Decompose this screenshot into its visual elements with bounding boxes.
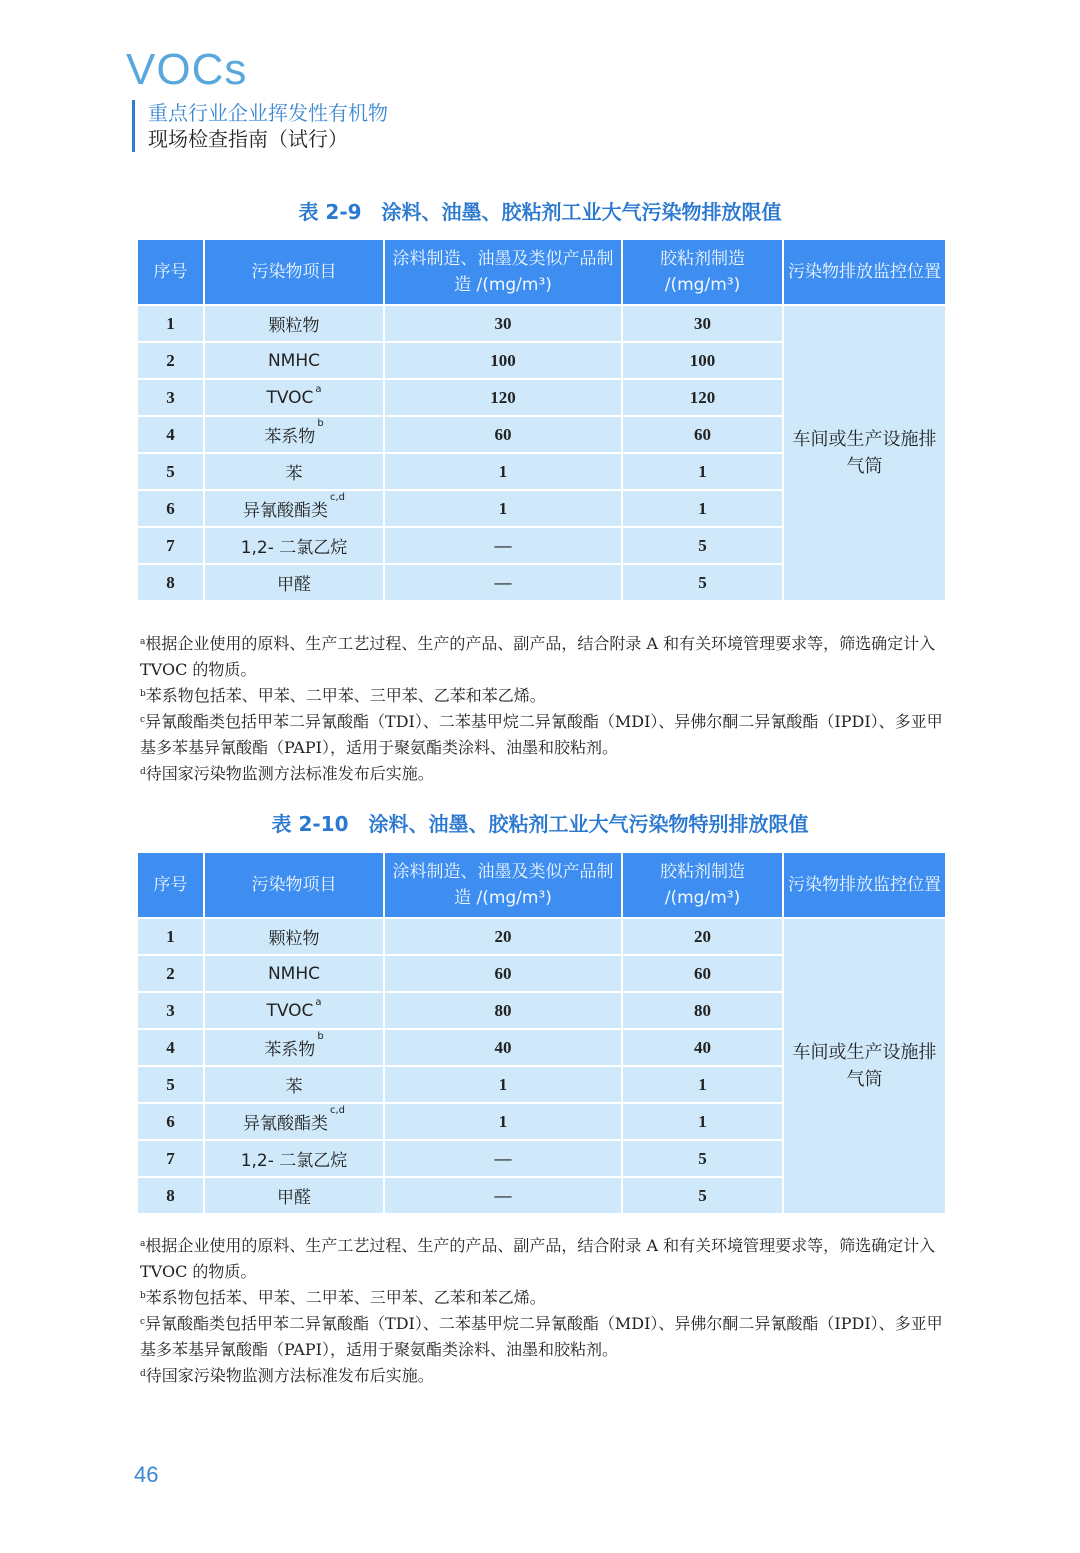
table-row [137, 305, 946, 342]
pollutant-name: 苯 [285, 1077, 303, 1097]
row-number-cell: 8 [137, 1177, 204, 1214]
footnote [140, 761, 950, 787]
header-cell: 胶粘剂制造 /(mg/m³) [622, 852, 783, 918]
row-number-cell: 6 [137, 1103, 204, 1140]
pollutant-name: NMHC [267, 963, 321, 984]
pollutant-cell [204, 527, 384, 564]
footnote-mark: b [140, 689, 146, 699]
page-number: 46 [134, 1462, 159, 1487]
adhesive-limit-cell: 5 [622, 564, 783, 601]
pollutant-name: 异氰酸酯类 [242, 501, 328, 521]
guide-title-line2: 现场检查指南（试行） [148, 127, 348, 151]
row-number-cell: 1 [137, 305, 204, 342]
row-number-cell: 4 [137, 416, 204, 453]
coating-limit-cell: 30 [384, 305, 622, 342]
monitor-location-text: 车间或生产设施排气筒 [792, 429, 937, 477]
pollutant-cell [204, 490, 384, 527]
row-number-cell: 2 [137, 955, 204, 992]
row-number-cell: 3 [137, 379, 204, 416]
pollutant-name: 苯系物 [264, 427, 316, 447]
footnote-marker: c,d [329, 1105, 346, 1116]
footnote-mark: a [140, 637, 146, 647]
row-number-cell: 7 [137, 527, 204, 564]
pollutant-cell [204, 453, 384, 490]
coating-limit-cell: 1 [384, 1066, 622, 1103]
table-body [137, 305, 946, 601]
footnote [140, 1285, 950, 1311]
header-cell: 序号 [137, 852, 204, 918]
table-header-row [137, 239, 946, 305]
coating-limit-cell: 1 [384, 490, 622, 527]
footnote-marker: a [315, 383, 322, 395]
header-cell: 污染物排放监控位置 [783, 852, 946, 918]
pollutant-cell [204, 305, 384, 342]
row-number-cell: 6 [137, 490, 204, 527]
pollutant-cell [204, 416, 384, 453]
footnote-text: 根据企业使用的原料、生产工艺过程、生产的产品、副产品，结合附录 A 和有关环境管理要求等，筛选确定计入 TVOC 的物质。 [140, 634, 936, 679]
table-caption: 表 2-10 涂料、油墨、胶粘剂工业大气污染物特别排放限值 [271, 812, 809, 836]
pollutant-cell [204, 955, 384, 992]
adhesive-limit-cell: 1 [622, 1103, 783, 1140]
coating-limit-cell: 120 [384, 379, 622, 416]
adhesive-limit-cell: 5 [622, 1140, 783, 1177]
row-number-cell: 7 [137, 1140, 204, 1177]
adhesive-limit-cell: 5 [622, 527, 783, 564]
coating-limit-cell: — [384, 527, 622, 564]
footnote-text: 待国家污染物监测方法标准发布后实施。 [145, 764, 434, 783]
pollutant-name: 颗粒物 [268, 316, 320, 336]
table-footnotes [140, 1233, 950, 1389]
coating-limit-cell: 100 [384, 342, 622, 379]
pollutant-name: TVOC [266, 387, 314, 408]
footnote [140, 631, 950, 683]
special-emission-limit-table [136, 851, 947, 1215]
pollutant-cell [204, 918, 384, 955]
monitor-location-cell [783, 305, 946, 601]
header-cell: 污染物项目 [204, 852, 384, 918]
footnote-mark: c [140, 715, 146, 725]
footnote [140, 1363, 950, 1389]
footnote-mark: b [140, 1291, 146, 1301]
pollutant-name: NMHC [267, 350, 321, 371]
adhesive-limit-cell: 120 [622, 379, 783, 416]
row-number-cell: 8 [137, 564, 204, 601]
footnote-mark: c [140, 1317, 146, 1327]
row-number-cell: 5 [137, 1066, 204, 1103]
adhesive-limit-cell: 40 [622, 1029, 783, 1066]
table-header-row [137, 852, 946, 918]
coating-limit-cell: — [384, 1177, 622, 1214]
footnote-text: 异氰酸酯类包括甲苯二异氰酸酯（TDI）、二苯基甲烷二异氰酸酯（MDI）、异佛尔酮二异氰酸酯（IPDI）、多亚甲基多苯基异氰酸酯（PAPI），适用于聚氨酯类涂料、油墨和胶粘剂。 [140, 712, 943, 757]
table-body [137, 918, 946, 1214]
table-footnotes [140, 631, 950, 787]
pollutant-name: 甲醛 [277, 575, 311, 595]
table-row [137, 918, 946, 955]
adhesive-limit-cell: 1 [622, 453, 783, 490]
pollutant-cell [204, 379, 384, 416]
coating-limit-cell: — [384, 564, 622, 601]
monitor-location-text: 车间或生产设施排气筒 [792, 1042, 937, 1090]
footnote-mark: d [140, 767, 146, 777]
footnote [140, 1311, 950, 1363]
footnote [140, 1233, 950, 1285]
pollutant-cell [204, 992, 384, 1029]
title-accent-bar [132, 100, 135, 152]
coating-limit-cell: — [384, 1140, 622, 1177]
header-cell: 涂料制造、油墨及类似产品制造 /(mg/m³) [384, 852, 622, 918]
pollutant-cell [204, 1140, 384, 1177]
row-number-cell: 5 [137, 453, 204, 490]
adhesive-limit-cell: 60 [622, 416, 783, 453]
brand-title: VOCs [126, 45, 248, 94]
footnote-text: 苯系物包括苯、甲苯、二甲苯、三甲苯、乙苯和苯乙烯。 [145, 686, 546, 705]
footnote-text: 异氰酸酯类包括甲苯二异氰酸酯（TDI）、二苯基甲烷二异氰酸酯（MDI）、异佛尔酮二异氰酸酯（IPDI）、多亚甲基多苯基异氰酸酯（PAPI），适用于聚氨酯类涂料、油墨和胶粘剂。 [140, 1314, 943, 1359]
pollutant-cell [204, 1177, 384, 1214]
pollutant-name: 甲醛 [277, 1188, 311, 1208]
pollutant-cell [204, 342, 384, 379]
footnote-text: 苯系物包括苯、甲苯、二甲苯、三甲苯、乙苯和苯乙烯。 [145, 1288, 546, 1307]
adhesive-limit-cell: 60 [622, 955, 783, 992]
header-cell: 胶粘剂制造 /(mg/m³) [622, 239, 783, 305]
pollutant-name: 异氰酸酯类 [242, 1114, 328, 1134]
adhesive-limit-cell: 30 [622, 305, 783, 342]
adhesive-limit-cell: 5 [622, 1177, 783, 1214]
pollutant-name: 苯 [285, 464, 303, 484]
footnote [140, 709, 950, 761]
coating-limit-cell: 40 [384, 1029, 622, 1066]
guide-title-line1: 重点行业企业挥发性有机物 [148, 101, 388, 125]
row-number-cell: 3 [137, 992, 204, 1029]
adhesive-limit-cell: 20 [622, 918, 783, 955]
adhesive-limit-cell: 1 [622, 490, 783, 527]
coating-limit-cell: 60 [384, 955, 622, 992]
pollutant-cell [204, 564, 384, 601]
pollutant-cell [204, 1103, 384, 1140]
emission-limit-table [136, 238, 947, 602]
pollutant-cell [204, 1029, 384, 1066]
coating-limit-cell: 80 [384, 992, 622, 1029]
header-cell: 污染物项目 [204, 239, 384, 305]
footnote-marker: a [315, 996, 322, 1008]
coating-limit-cell: 20 [384, 918, 622, 955]
coating-limit-cell: 1 [384, 1103, 622, 1140]
header-cell: 序号 [137, 239, 204, 305]
footnote-marker: c,d [329, 492, 346, 503]
footnote-text: 待国家污染物监测方法标准发布后实施。 [145, 1366, 434, 1385]
footnote [140, 683, 950, 709]
row-number-cell: 2 [137, 342, 204, 379]
coating-limit-cell: 1 [384, 453, 622, 490]
footnote-mark: a [140, 1239, 146, 1249]
footnote-marker: b [317, 418, 324, 429]
coating-limit-cell: 60 [384, 416, 622, 453]
pollutant-name: 1,2- 二氯乙烷 [240, 538, 348, 558]
footnote-marker: b [317, 1031, 324, 1042]
adhesive-limit-cell: 80 [622, 992, 783, 1029]
pollutant-name: 苯系物 [264, 1040, 316, 1060]
pollutant-name: 1,2- 二氯乙烷 [240, 1151, 348, 1171]
header-cell: 涂料制造、油墨及类似产品制造 /(mg/m³) [384, 239, 622, 305]
monitor-location-cell [783, 918, 946, 1214]
row-number-cell: 4 [137, 1029, 204, 1066]
footnote-text: 根据企业使用的原料、生产工艺过程、生产的产品、副产品，结合附录 A 和有关环境管理要求等，筛选确定计入 TVOC 的物质。 [140, 1236, 936, 1281]
table-caption: 表 2-9 涂料、油墨、胶粘剂工业大气污染物排放限值 [298, 200, 782, 224]
pollutant-name: TVOC [266, 1000, 314, 1021]
pollutant-name: 颗粒物 [268, 929, 320, 949]
row-number-cell: 1 [137, 918, 204, 955]
footnote-mark: d [140, 1369, 146, 1379]
pollutant-cell [204, 1066, 384, 1103]
adhesive-limit-cell: 100 [622, 342, 783, 379]
adhesive-limit-cell: 1 [622, 1066, 783, 1103]
header-cell: 污染物排放监控位置 [783, 239, 946, 305]
